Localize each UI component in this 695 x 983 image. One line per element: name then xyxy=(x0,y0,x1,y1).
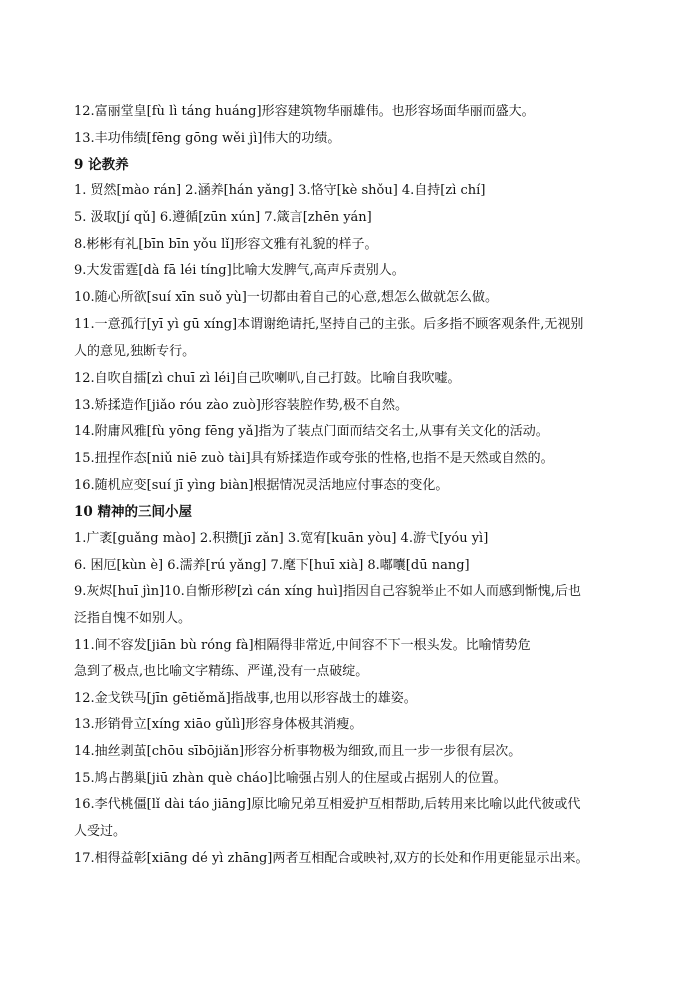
entry-line: 13.丰功伟绩[fēng gōng wěi jì]伟大的功绩。 xyxy=(74,131,341,146)
entry-line-continued: 急到了极点,也比喻文字精练、严谨,没有一点破绽。 xyxy=(74,664,369,679)
entry-line: 12.金戈铁马[jīn gētiěmǎ]指战事,也用以形容战士的雄姿。 xyxy=(74,691,417,706)
entry-line: 13.形销骨立[xíng xiāo gǔlì]形容身体极其消瘦。 xyxy=(74,717,363,732)
entry-line: 1.广袤[guǎng mào] 2.积攒[jī zǎn] 3.宽宥[kuān yòu] 4.游弋[yóu yì] xyxy=(74,531,489,546)
entry-line: 15.扭捏作态[niǔ niē zuò tài]具有矫揉造作或夸张的性格,也指不是天然或自然的。 xyxy=(74,451,554,466)
section-heading: 10 精神的三间小屋 xyxy=(74,504,192,520)
entry-line: 16.随机应变[suí jī yìng biàn]根据情况灵活地应付事态的变化。 xyxy=(74,478,449,493)
entry-line-continued: 泛指自愧不如别人。 xyxy=(74,611,192,626)
entry-line: 9.大发雷霆[dà fā léi tíng]比喻大发脾气,高声斥责别人。 xyxy=(74,263,405,278)
entry-line: 13.矫揉造作[jiǎo róu zào zuò]形容装腔作势,极不自然。 xyxy=(74,398,409,413)
entry-line: 17.相得益彰[xiāng dé yì zhāng]两者互相配合或映衬,双方的长处和作用更能显示出来。 xyxy=(74,851,589,866)
entry-line: 5. 汲取[jí qǔ] 6.遵循[zūn xún] 7.箴言[zhēn yán] xyxy=(74,210,372,225)
entry-line: 14.附庸风雅[fù yōng fēng yǎ]指为了装点门面而结交名士,从事有关文化的活动。 xyxy=(74,424,549,439)
entry-line: 16.李代桃僵[lǐ dài táo jiāng]原比喻兄弟互相爱护互相帮助,后转用来比喻以此代彼或代 xyxy=(74,797,581,812)
entry-line: 10.随心所欲[suí xīn suǒ yù]一切都由着自己的心意,想怎么做就怎么做。 xyxy=(74,290,498,305)
section-heading: 9 论教养 xyxy=(74,157,129,173)
entry-line: 11.间不容发[jiān bù róng fà]相隔得非常近,中间容不下一根头发。比喻情势危 xyxy=(74,638,531,653)
entry-line-continued: 人的意见,独断专行。 xyxy=(74,344,196,359)
entry-line: 15.鸠占鹊巢[jiū zhàn què cháo]比喻强占别人的住屋或占据别人的位置。 xyxy=(74,771,507,786)
entry-line-continued: 人受过。 xyxy=(74,824,127,839)
entry-line: 11.一意孤行[yī yì gū xíng]本谓谢绝请托,坚持自己的主张。后多指不顾客观条件,无视别 xyxy=(74,317,584,332)
entry-line: 12.自吹自擂[zì chuī zì léi]自己吹喇叭,自己打鼓。比喻自我吹嘘。 xyxy=(74,371,461,386)
entry-line: 14.抽丝剥茧[chōu sībōjiǎn]形容分析事物极为细致,而且一步一步很有层次。 xyxy=(74,744,522,759)
entry-line: 6. 困厄[kùn è] 6.濡养[rú yǎng] 7.麾下[huī xià] 8.嘟囔[dū nang] xyxy=(74,558,470,573)
entry-line: 1. 贸然[mào rán] 2.涵养[hán yǎng] 3.恪守[kè shǒu] 4.自持[zì chí] xyxy=(74,183,486,198)
entry-line: 8.彬彬有礼[bīn bīn yǒu lǐ]形容文雅有礼貌的样子。 xyxy=(74,237,378,252)
entry-line: 12.富丽堂皇[fù lì táng huáng]形容建筑物华丽雄伟。也形容场面华丽而盛大。 xyxy=(74,104,535,119)
entry-line: 9.灰烬[huī jìn]10.自惭形秽[zì cán xíng huì]指因自己容貌举止不如人而感到惭愧,后也 xyxy=(74,584,581,599)
